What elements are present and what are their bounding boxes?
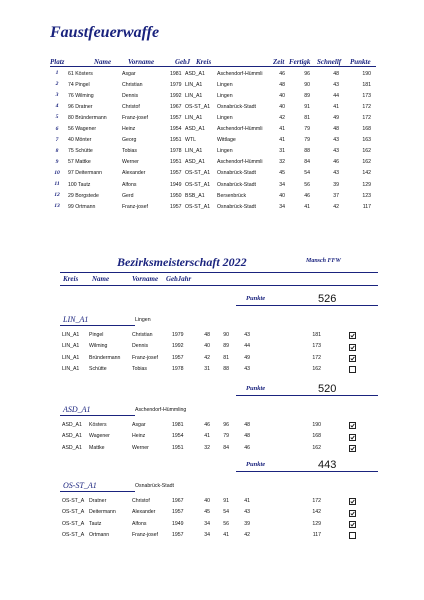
cell-kreis: LIN_A1 [185,92,203,99]
cell-zeit: 41 [279,137,285,144]
member-sum: 168 [312,433,321,440]
cell-schnellf: 37 [333,192,339,199]
member-kreis: OS-ST_A [62,509,85,516]
cell-rank: 12 [54,192,60,199]
member-score-b: 89 [223,343,229,350]
member-sum: 172 [312,354,321,361]
member-score-c: 49 [244,354,250,361]
col-header-gebj: GebJ [175,58,191,66]
member-name: Pingel [89,332,104,338]
team-header-rule [60,285,378,286]
punkte-rule [236,395,378,396]
member-score-b: 81 [223,354,229,361]
member-kreis: LIN_A1 [62,354,80,361]
member-checkbox[interactable] [349,422,356,429]
cell-punkte: 129 [362,181,371,188]
team-title: Bezirksmeisterschaft 2022 [117,255,247,269]
cell-year: 1957 [170,114,182,121]
cell-year: 1951 [170,137,182,144]
cell-zeit: 45 [279,170,285,177]
check-icon [350,333,355,338]
member-vorname: Franz-josef [132,531,158,538]
cell-punkte: 172 [362,103,371,110]
cell-vorname: Heinz [122,126,136,132]
cell-punkte: 162 [362,148,371,155]
punkte-label: Punkte [246,295,266,302]
cell-year: 1992 [170,92,182,99]
cell-vorname: Christian [122,81,143,88]
cell-rank: 9 [55,158,59,165]
member-score-b: 79 [223,433,229,440]
cell-zeit: 40 [279,192,285,199]
cell-kreis: BSB_A1 [185,192,205,199]
team-name-rule [60,325,135,326]
cell-rank: 10 [54,169,60,176]
cell-verein: Wittlage [217,137,236,144]
cell-name: 80 Bründermann [68,114,107,121]
member-year: 1949 [172,520,184,527]
member-score-a: 48 [204,332,210,338]
cell-vorname: Werner [122,159,139,166]
member-sum: 181 [312,332,321,338]
member-name: Wilming [89,343,108,350]
team-total: 520 [318,383,337,395]
member-kreis: LIN_A1 [62,332,80,338]
col-header-fertigk: Fertigk [289,58,311,66]
cell-year: 1979 [170,81,182,88]
punkte-label: Punkte [246,461,266,468]
cell-vorname: Alexander [122,170,146,177]
cell-verein: Osnabrück-Stadt [217,103,256,110]
member-name: Tautz [89,520,102,527]
cell-punkte: 168 [362,126,371,132]
cell-year: 1954 [170,126,182,132]
member-sum: 162 [312,444,321,451]
check-icon [350,499,355,504]
member-name: Deitermann [89,509,116,516]
cell-zeit: 34 [279,203,285,210]
cell-name: 75 Schütte [68,148,93,155]
punkte-rule [236,471,378,472]
cell-year: 1957 [170,170,182,177]
member-score-a: 31 [204,365,210,372]
member-vorname: Alfons [132,520,147,527]
cell-verein: Osnabrück-Stadt [217,181,256,188]
member-sum: 190 [312,422,321,428]
cell-kreis: ASD_A1 [185,159,205,166]
cell-verein: Lingen [217,148,233,155]
cell-year: 1981 [170,70,182,77]
cell-zeit: 34 [279,181,285,188]
cell-year: 1978 [170,148,182,155]
cell-schnellf: 43 [333,81,339,88]
cell-rank: 8 [55,147,59,154]
member-score-b: 90 [223,332,229,338]
cell-zeit: 48 [279,81,285,88]
cell-fertigk: 89 [304,92,310,99]
team-header-name: Name [92,275,110,283]
cell-schnellf: 48 [333,126,339,132]
member-score-b: 84 [223,444,229,451]
member-vorname: Heinz [132,433,146,440]
team-code: LIN_A1 [63,315,89,324]
cell-name: 61 Kösters [68,70,93,77]
cell-kreis: ASD_A1 [185,70,205,77]
member-checkbox[interactable] [349,521,356,528]
col-header-vorname: Vorname [128,58,155,66]
member-sum: 142 [312,509,321,516]
cell-verein: Osnabrück-Stadt [217,203,256,210]
member-checkbox[interactable] [349,498,356,505]
member-score-a: 34 [204,520,210,527]
cell-fertigk: 88 [304,148,310,155]
cell-verein: Lingen [217,114,233,121]
team-place: Lingen [135,317,151,323]
check-icon [350,511,355,516]
member-sum: 117 [312,531,321,538]
cell-verein: Bersenbrück [217,192,247,199]
member-score-b: 91 [223,498,229,504]
cell-verein: Lingen [217,92,233,99]
team-place: Osnabrück-Stadt [135,483,174,489]
member-year: 1951 [172,444,184,451]
member-score-c: 46 [244,444,250,451]
cell-schnellf: 44 [333,92,339,99]
member-vorname: Franz-josef [132,354,158,361]
member-vorname: Alexander [132,509,156,516]
cell-fertigk: 54 [304,170,310,177]
member-score-a: 40 [204,498,210,504]
cell-vorname: Asgar [122,70,136,77]
check-icon [350,356,355,361]
cell-rank: 1 [55,70,59,76]
cell-year: 1957 [170,203,182,210]
team-total: 526 [318,293,337,305]
member-name: Dratner [89,498,107,504]
cell-schnellf: 41 [333,103,339,110]
cell-rank: 13 [54,203,60,210]
cell-fertigk: 90 [304,81,310,88]
team-code: ASD_A1 [63,405,91,414]
member-kreis: ASD_A1 [62,444,82,451]
member-checkbox[interactable] [349,510,356,517]
col-header-name: Name [94,58,112,66]
member-vorname: Christian [132,332,153,338]
cell-zeit: 40 [279,103,285,110]
cell-kreis: ASD_A1 [185,126,205,132]
check-icon [350,446,355,451]
cell-name: 29 Borgstede [68,192,99,199]
cell-name: 100 Tautz [68,181,91,188]
member-checkbox[interactable] [349,445,356,452]
team-code: OS-ST_A1 [63,481,97,490]
member-score-a: 42 [204,354,210,361]
check-icon [350,423,355,428]
cell-zeit: 42 [279,114,285,121]
punkte-label: Punkte [246,385,266,392]
cell-year: 1967 [170,103,182,110]
cell-punkte: 181 [362,81,371,88]
team-subtitle: Mansch FFW [306,258,341,264]
member-score-a: 34 [204,531,210,538]
member-score-c: 43 [244,509,250,516]
cell-zeit: 40 [279,92,285,99]
cell-vorname: Dennis [122,92,139,99]
cell-vorname: Christof [122,103,140,110]
member-score-b: 88 [223,365,229,372]
col-header-platz: Platz [50,58,65,66]
member-name: Schütte [89,365,107,372]
cell-zeit: 32 [279,159,285,166]
cell-punkte: 142 [362,170,371,177]
cell-fertigk: 46 [304,192,310,199]
member-vorname: Dennis [132,343,149,350]
cell-name: 96 Dratner [68,103,93,110]
cell-zeit: 46 [279,70,285,77]
member-name: Bründermann [89,354,121,361]
cell-kreis: LIN_A1 [185,148,203,155]
member-vorname: Werner [132,444,149,451]
cell-name: 99 Ortmann [68,203,96,210]
member-checkbox[interactable] [349,434,356,441]
cell-punkte: 173 [362,92,371,99]
team-header-gebjahr: GebJahr [166,275,192,283]
team-total: 443 [318,459,337,471]
member-score-b: 56 [223,520,229,527]
cell-schnellf: 43 [333,170,339,177]
team-title-rule [60,272,378,273]
check-icon [350,345,355,350]
cell-fertigk: 56 [304,181,310,188]
cell-name: 57 Mattke [68,159,91,166]
cell-rank: 3 [55,92,59,99]
member-checkbox[interactable] [349,366,356,373]
cell-kreis: OS-ST_A1 [185,181,211,188]
check-icon [350,435,355,440]
cell-rank: 2 [55,81,59,88]
cell-zeit: 31 [279,148,285,155]
member-score-c: 41 [244,498,250,504]
col-header-punkte: Punkte [350,58,371,66]
member-score-c: 44 [244,343,250,350]
member-year: 1981 [172,422,184,428]
member-name: Wagener [89,433,110,440]
member-year: 1979 [172,332,184,338]
cell-punkte: 163 [362,137,371,144]
member-score-c: 48 [244,422,250,428]
member-kreis: LIN_A1 [62,365,80,372]
cell-name: 97 Deitermann [68,170,103,177]
cell-fertigk: 96 [304,70,310,77]
member-year: 1957 [172,509,184,516]
cell-year: 1949 [170,181,182,188]
cell-zeit: 41 [279,126,285,132]
results-title: Faustfeuerwaffe [50,24,160,41]
cell-vorname: Gerd [122,192,134,199]
member-name: Ortmann [89,531,110,538]
cell-punkte: 162 [362,159,371,166]
member-score-a: 45 [204,509,210,516]
team-place: Aschendorf-Hümmling [135,407,187,413]
member-checkbox[interactable] [349,332,356,339]
cell-schnellf: 43 [333,137,339,144]
cell-kreis: OS-ST_A1 [185,103,211,110]
cell-rank: 11 [54,181,60,187]
member-score-a: 40 [204,343,210,350]
cell-verein: Aschendorf-Hümmli [217,70,263,77]
member-score-a: 41 [204,433,210,440]
col-header-schnellf: Schnellf [317,58,342,66]
member-score-c: 42 [244,531,250,538]
member-score-c: 48 [244,433,250,440]
col-header-zeit: Zeit [273,58,285,66]
member-year: 1957 [172,354,184,361]
cell-verein: Aschendorf-Hümmli [217,126,263,132]
cell-vorname: Franz-josef [122,114,148,121]
member-sum: 173 [312,343,321,350]
cell-schnellf: 48 [333,70,339,77]
cell-vorname: Franz-josef [122,203,148,210]
member-score-b: 96 [223,422,229,428]
cell-punkte: 123 [362,192,371,199]
header-rule [50,66,376,67]
cell-kreis: WTL [185,137,196,144]
member-score-c: 39 [244,520,250,527]
cell-fertigk: 81 [304,114,310,121]
member-score-a: 46 [204,422,210,428]
member-checkbox[interactable] [349,532,356,539]
member-year: 1992 [172,343,184,350]
team-header-kreis: Kreis [63,275,79,283]
member-year: 1967 [172,498,184,504]
cell-schnellf: 49 [333,114,339,121]
cell-vorname: Georg [122,137,137,144]
punkte-rule [236,305,378,306]
cell-fertigk: 91 [304,103,310,110]
member-score-c: 43 [244,332,250,338]
team-name-rule [60,491,135,492]
member-kreis: ASD_A1 [62,422,82,428]
cell-rank: 4 [55,103,59,110]
cell-verein: Osnabrück-Stadt [217,170,256,177]
cell-fertigk: 41 [304,203,310,210]
member-checkbox[interactable] [349,355,356,362]
member-score-c: 43 [244,365,250,372]
cell-kreis: LIN_A1 [185,114,203,121]
cell-punkte: 190 [362,70,371,77]
cell-rank: 5 [55,114,59,121]
check-icon [350,522,355,527]
member-sum: 129 [312,520,321,527]
member-sum: 172 [312,498,321,504]
cell-verein: Aschendorf-Hümmli [217,159,263,166]
cell-name: 56 Wagener [68,126,97,132]
member-kreis: ASD_A1 [62,433,82,440]
member-name: Mattke [89,444,105,451]
team-name-rule [60,415,135,416]
team-header-vorname: Vorname [132,275,159,283]
cell-fertigk: 79 [304,137,310,144]
member-vorname: Tobias [132,365,147,372]
cell-rank: 7 [55,136,59,143]
member-year: 1978 [172,365,184,372]
member-score-b: 41 [223,531,229,538]
member-year: 1957 [172,531,184,538]
member-year: 1954 [172,433,184,440]
cell-name: 40 Mönter [68,137,92,144]
cell-fertigk: 84 [304,159,310,166]
member-vorname: Christof [132,498,150,504]
cell-fertigk: 79 [304,126,310,132]
cell-kreis: OS-ST_A1 [185,203,211,210]
cell-punkte: 117 [362,203,371,210]
cell-schnellf: 39 [333,181,339,188]
cell-schnellf: 42 [333,203,339,210]
col-header-kreis: Kreis [196,58,212,66]
member-kreis: OS-ST_A [62,531,85,538]
cell-year: 1951 [170,159,182,166]
member-vorname: Asgar [132,422,146,428]
cell-verein: Lingen [217,81,233,88]
cell-name: 76 Wilming [68,92,94,99]
cell-kreis: LIN_A1 [185,81,203,88]
member-kreis: OS-ST_A [62,498,85,504]
cell-year: 1950 [170,192,182,199]
member-score-a: 32 [204,444,210,451]
member-checkbox[interactable] [349,344,356,351]
member-kreis: OS-ST_A [62,520,85,527]
member-kreis: LIN_A1 [62,343,80,350]
cell-schnellf: 46 [333,159,339,166]
member-score-b: 54 [223,509,229,516]
cell-name: 74 Pingel [68,81,90,88]
cell-vorname: Alfons [122,181,137,188]
cell-schnellf: 43 [333,148,339,155]
cell-rank: 6 [55,125,59,132]
cell-vorname: Tobias [122,148,137,155]
member-name: Kösters [89,422,107,428]
cell-kreis: OS-ST_A1 [185,170,211,177]
member-sum: 162 [312,365,321,372]
cell-punkte: 172 [362,114,371,121]
